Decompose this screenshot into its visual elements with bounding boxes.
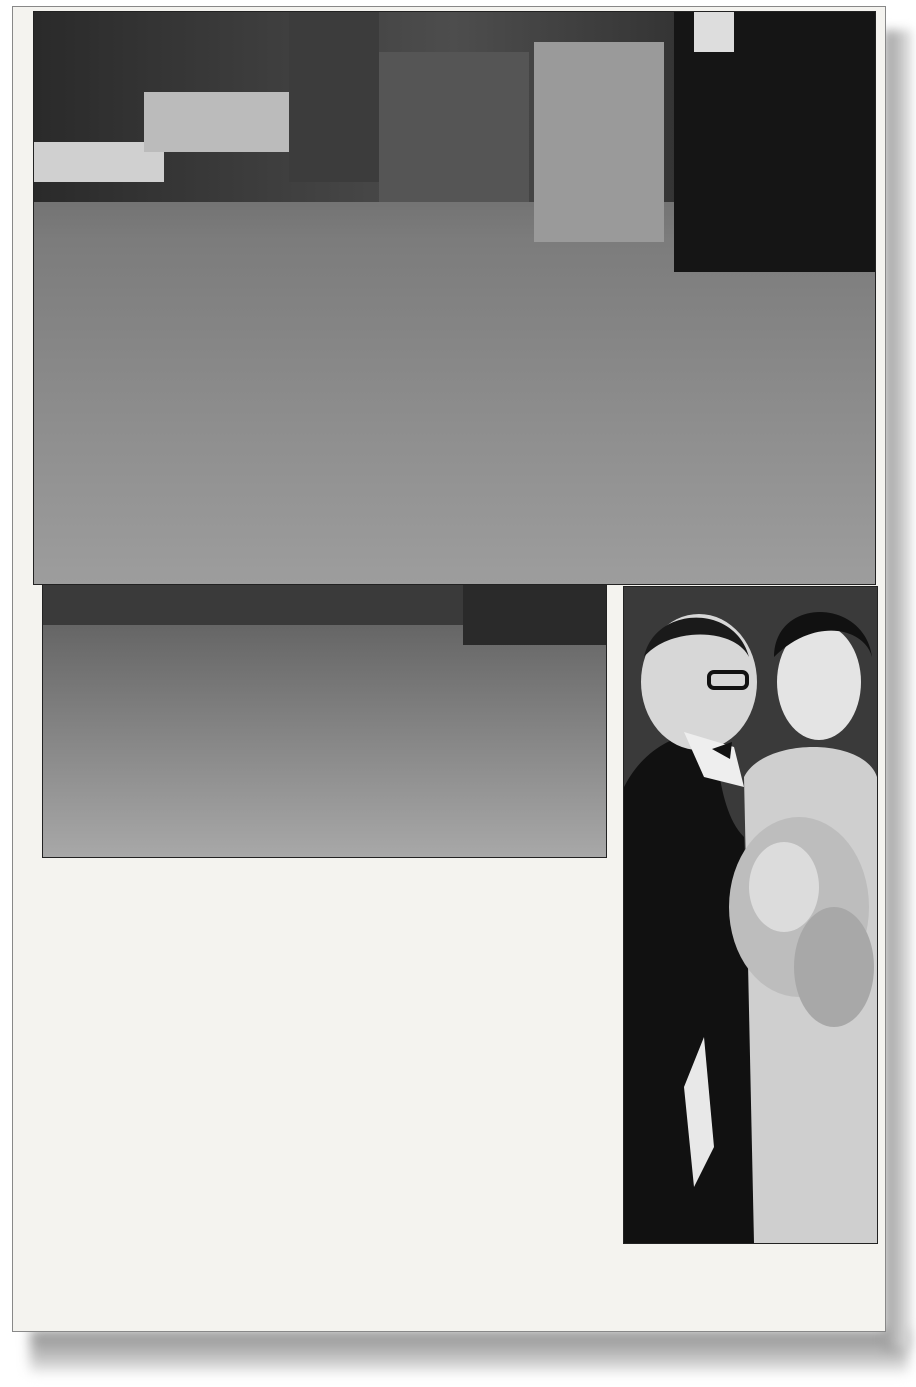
page-shadow-bottom <box>30 1330 908 1372</box>
middle-photo-formation-dancers <box>42 584 607 858</box>
article-column-1 <box>40 990 224 994</box>
page-shadow-right <box>884 30 912 1350</box>
article-column-3 <box>426 990 612 996</box>
article-column-2 <box>232 990 416 994</box>
top-photo-formation-dancers <box>33 11 876 585</box>
portrait-photo-frank-and-peggy-spencer <box>623 586 878 1244</box>
